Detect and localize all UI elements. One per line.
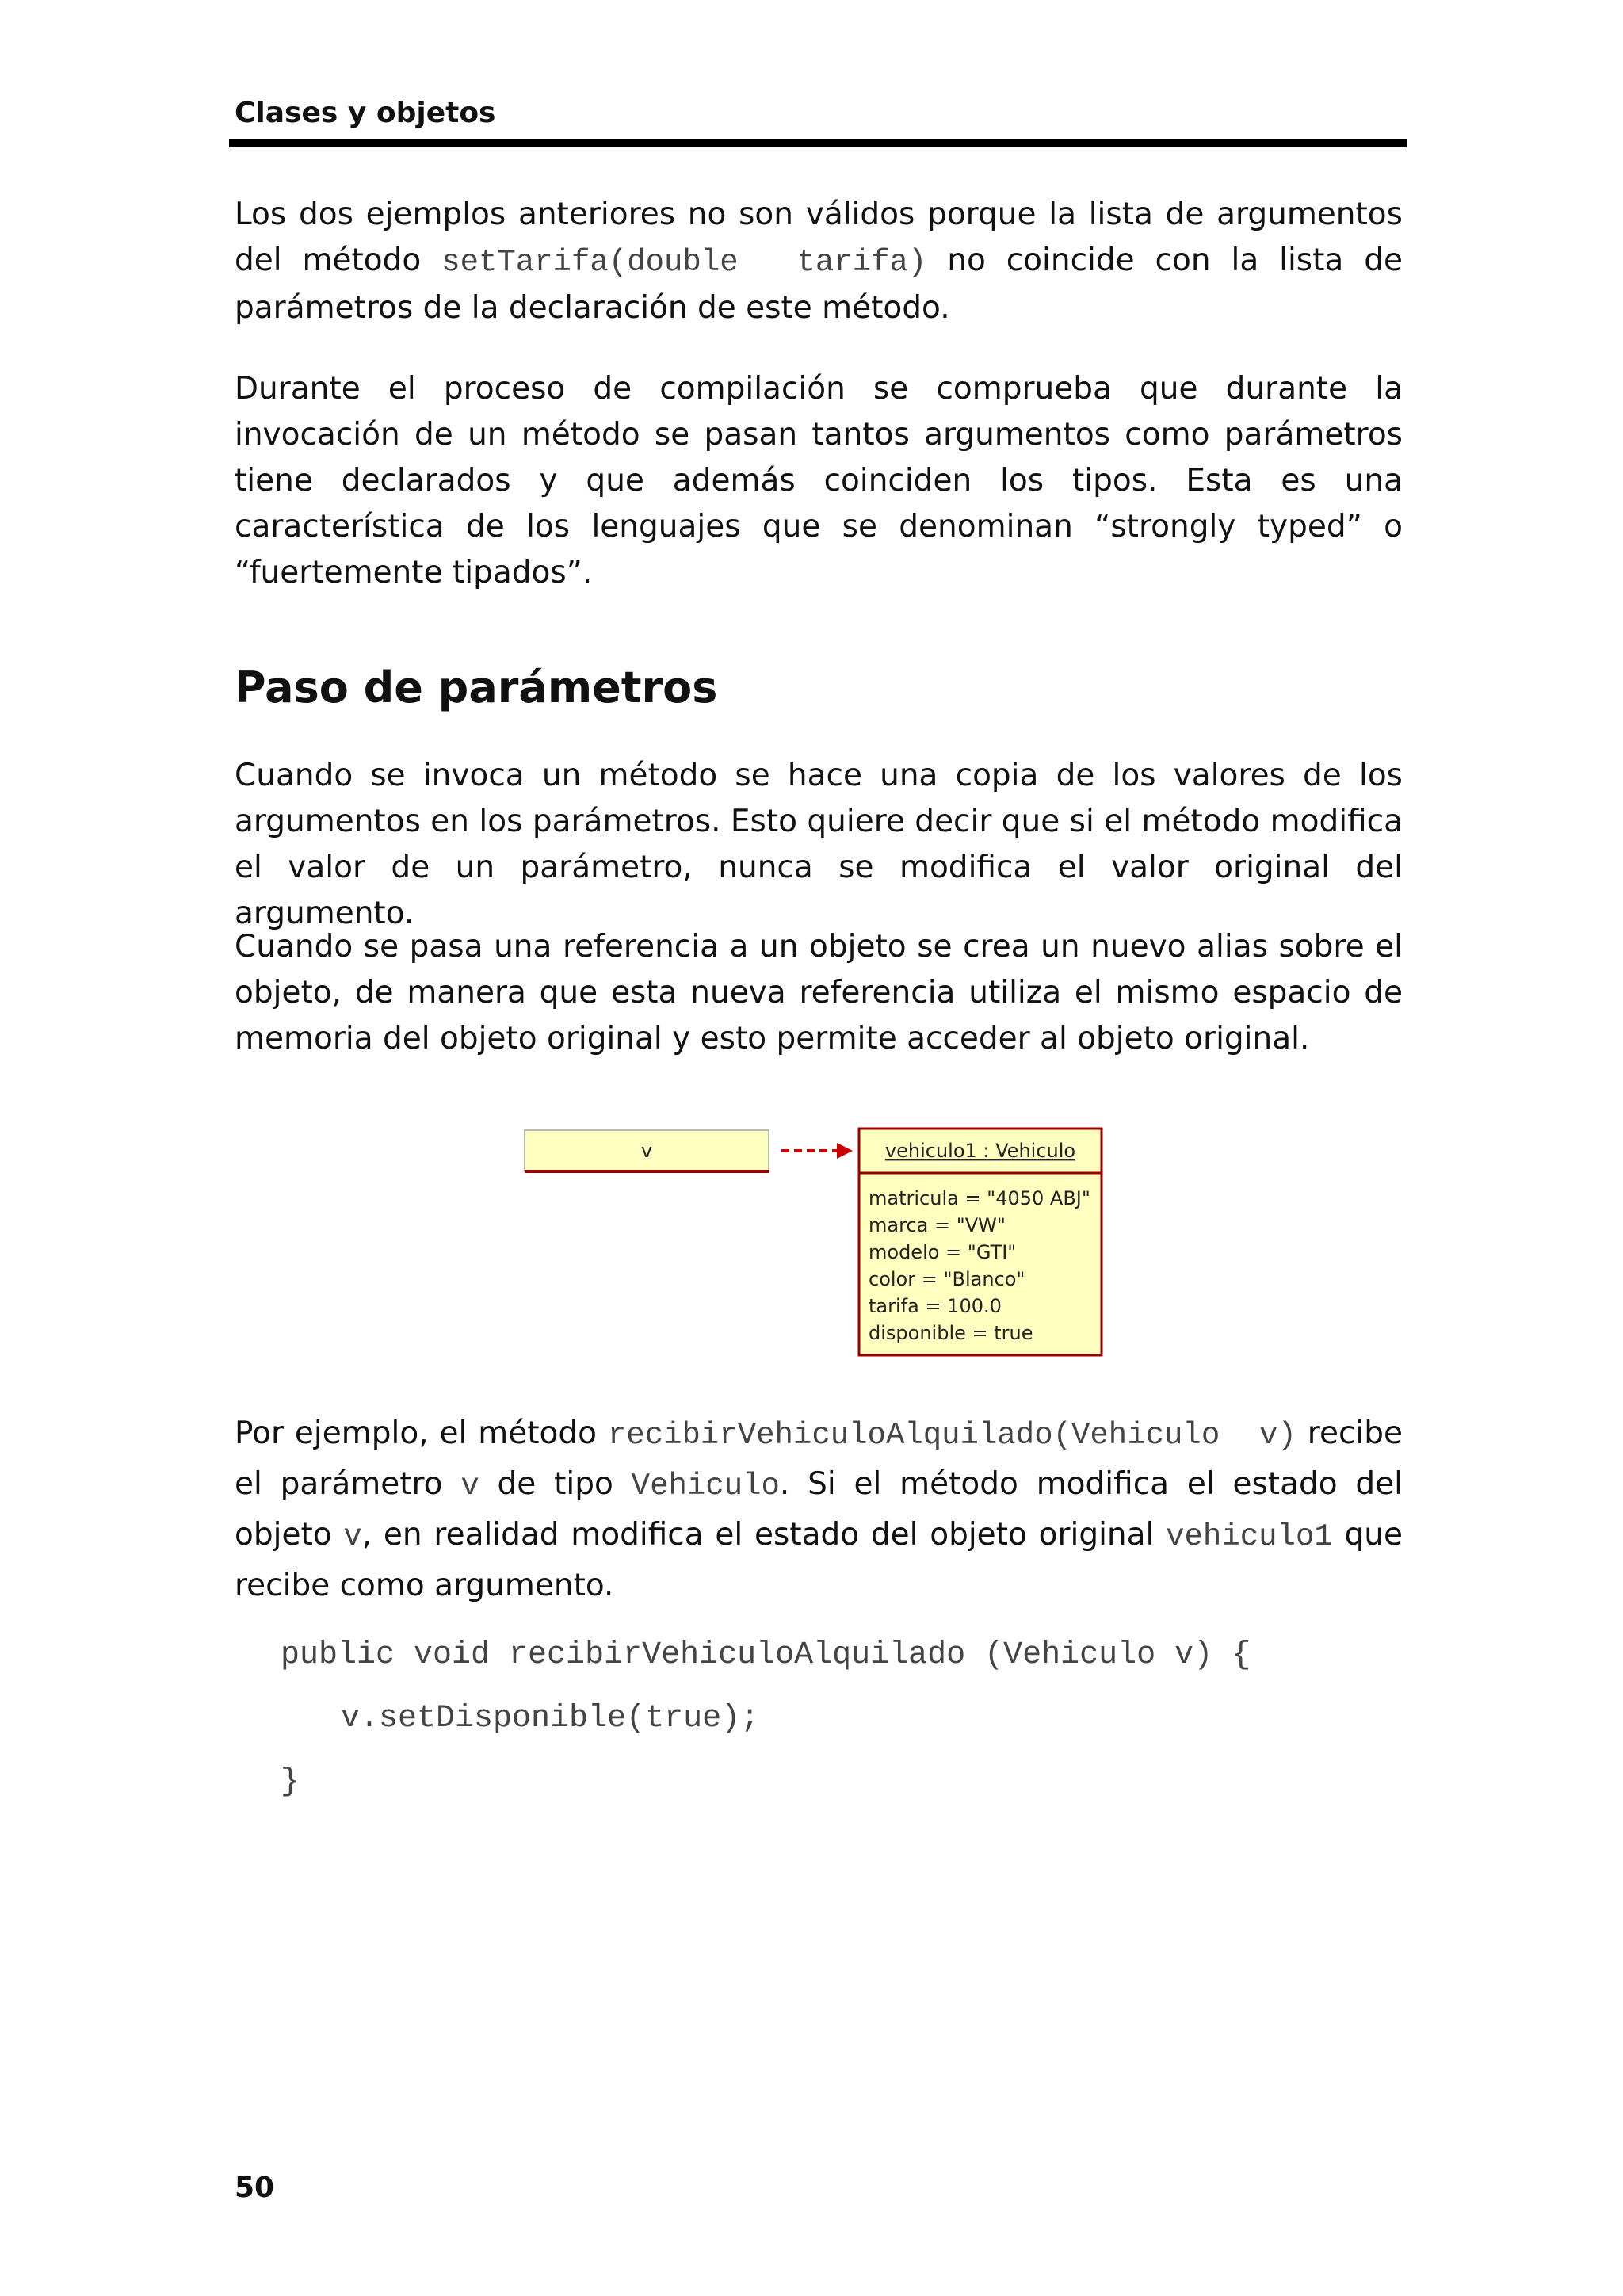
object-box [859,1129,1102,1355]
reference-label: v [640,1140,653,1162]
code-line-2: v.setDisponible(true); [341,1701,760,1736]
object-attribute: color = "Blanco" [869,1268,1025,1290]
inline-code-vehiculo1: vehiculo1 [1166,1519,1333,1554]
paragraph-1 [235,192,1403,331]
paragraph-5-text: Por ejemplo, el método [235,1415,608,1451]
reference-arrow [781,1143,853,1159]
code-line-1: public void recibirVehiculoAlquilado (Vehiculo v) { [281,1637,1251,1673]
paragraph-5-text: recibe el parámetro [235,1415,1403,1502]
inline-code-method: recibirVehiculoAlquilado(Vehiculo v) [607,1418,1296,1453]
paragraph-5-text: . Si el método modifica el estado del objeto [235,1466,1403,1553]
paragraph-5 [235,1409,1403,1610]
object-reference-diagram [523,1125,1109,1363]
object-attribute: modelo = "GTI" [869,1241,1017,1263]
reference-box [525,1130,769,1171]
inline-code-vehiculo: Vehiculo [631,1469,780,1503]
page-number: 50 [235,2172,275,2204]
header-rule [229,139,1407,147]
running-header: Clases y objetos [235,97,496,129]
object-title: vehiculo1 : Vehiculo [884,1140,1076,1162]
paragraph-1-text-a: Los dos ejemplos anteriores no son válidos porque la lista de argumentos del método [235,197,1403,278]
paragraph-4: Cuando se pasa una referencia a un objeto se crea un nuevo alias sobre el objeto, de manera que esta nueva referencia utiliza el mismo espacio de memoria del objeto original y esto permite acceder al objeto original. [235,929,1403,1056]
object-attribute: marca = "VW" [869,1214,1006,1236]
object-attribute: disponible = true [869,1322,1033,1344]
arrow-head [837,1143,853,1159]
paragraph-5-text: de tipo [479,1466,632,1502]
code-line-3: } [281,1764,300,1800]
inline-code-v: v [343,1519,362,1554]
inline-code-settarifa: setTarifa(double tarifa) [441,245,927,280]
paragraph-2: Durante el proceso de compilación se comprueba que durante la invocación de un método se pasan tantos argumentos como parámetros tiene declarados y que además coinciden los tipos. Esta es una característica de los lenguajes que se denominan “strongly typed” o “fuertemente tipados”. [235,371,1403,590]
inline-code-v: v [460,1469,479,1503]
object-attribute: tarifa = 100.0 [869,1295,1002,1317]
section-title: Paso de parámetros [235,663,718,712]
paragraph-3: Cuando se invoca un método se hace una copia de los valores de los argumentos en los parámetros. Esto quiere decir que si el método modifica el valor de un parámetro, nunca se modifica el valor original del argumento. [235,758,1403,931]
object-attribute: matricula = "4050 ABJ" [869,1187,1090,1209]
paragraph-5-text: , en realidad modifica el estado del objeto original [361,1517,1167,1553]
paragraph-5-text: que recibe como argumento. [235,1517,1403,1603]
paragraph-1-text-b: no coincide con la lista de parámetros de la declaración de este método. [235,243,1403,326]
